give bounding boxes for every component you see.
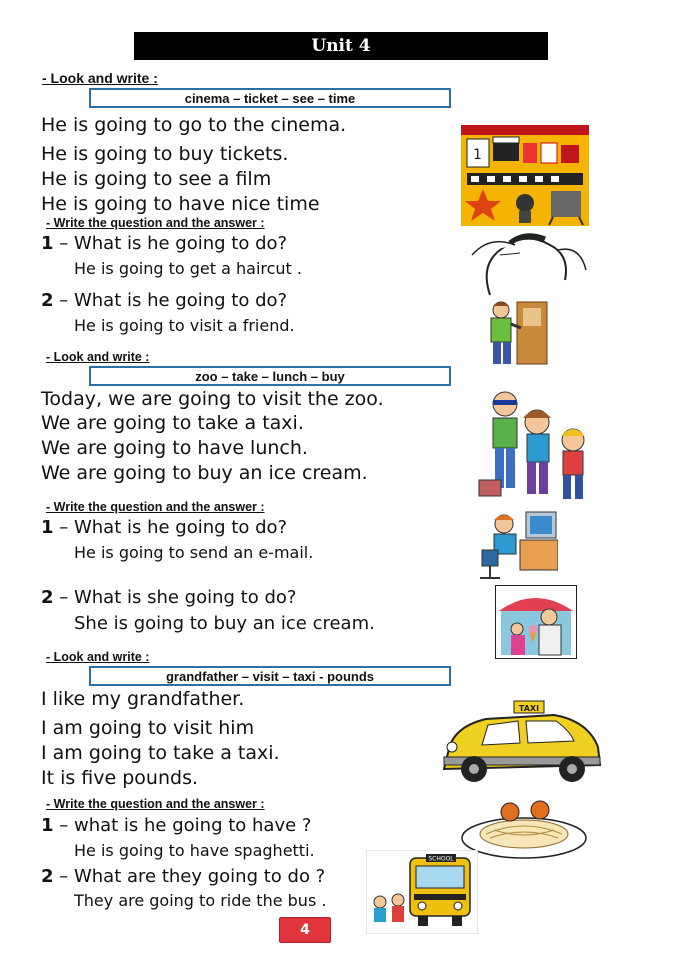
question-text: – What is she going to do? [53,587,297,608]
section6-instruction: - Write the question and the answer : [46,797,265,811]
bus-sign: SCHOOL [428,855,454,863]
section2-answer-2: He is going to visit a friend. [74,316,295,335]
question-number: 1 [41,233,54,254]
section1-line-4: He is going to have nice time [41,193,320,215]
section6-answer-2: They are going to ride the bus . [74,891,327,910]
haircut-picture [470,225,588,297]
section6-question-1 [41,815,311,836]
section4-answer-2: She is going to buy an ice cream. [74,613,375,634]
taxi-picture [438,697,603,789]
cinema-picture [461,125,589,226]
section4-question-2 [41,587,296,608]
question-text: – what is he going to have ? [53,815,312,836]
question-text: – What is he going to do? [53,233,288,254]
section3-line-1: Today, we are going to visit the zoo. [41,388,384,410]
section2-instruction: - Write the question and the answer : [46,216,265,230]
section5-line-2: I am going to visit him [41,717,255,739]
section3-line-2: We are going to take a taxi. [41,412,304,434]
section1-line-1: He is going to go to the cinema. [41,114,347,136]
section2-answer-1: He is going to get a haircut . [74,259,302,278]
computer-picture [476,510,558,580]
question-number: 1 [41,815,54,836]
ice-cream-picture [495,585,577,659]
section1-line-3: He is going to see a film [41,168,272,190]
section4-question-1 [41,517,287,538]
section3-line-4: We are going to buy an ice cream. [41,462,368,484]
section2-question-1 [41,233,287,254]
question-text: – What is he going to do? [53,290,288,311]
section1-instruction: - Look and write : [42,70,158,86]
section3-instruction: - Look and write : [46,350,150,364]
section3-line-3: We are going to have lunch. [41,437,308,459]
section4-instruction: - Write the question and the answer : [46,500,265,514]
section5-line-4: It is five pounds. [41,767,199,789]
question-text: – What is he going to do? [53,517,288,538]
section5-line-3: I am going to take a taxi. [41,742,280,764]
page-number: 4 [279,917,331,943]
section6-question-2 [41,866,325,887]
question-number: 2 [41,290,54,311]
section1-line-2: He is going to buy tickets. [41,143,289,165]
section5-instruction: - Look and write : [46,650,150,664]
section1-word-box: cinema – ticket – see – time [89,88,451,108]
section6-answer-1: He is going to have spaghetti. [74,841,315,860]
section4-answer-1: He is going to send an e-mail. [74,543,314,562]
visit-friend-picture [483,298,553,370]
svg-text:1: 1 [473,147,482,163]
family-picture [475,388,595,508]
section5-line-1: I like my grandfather. [41,688,245,710]
section5-word-box: grandfather – visit – taxi - pounds [89,666,451,686]
taxi-sign: TAXI [518,704,540,713]
question-number: 2 [41,587,54,608]
section2-question-2 [41,290,287,311]
question-number: 2 [41,866,54,887]
section3-word-box: zoo – take – lunch – buy [89,366,451,386]
unit-title: Unit 4 [134,32,548,60]
question-text: – What are they going to do ? [53,866,326,887]
school-bus-picture [366,850,478,934]
question-number: 1 [41,517,54,538]
